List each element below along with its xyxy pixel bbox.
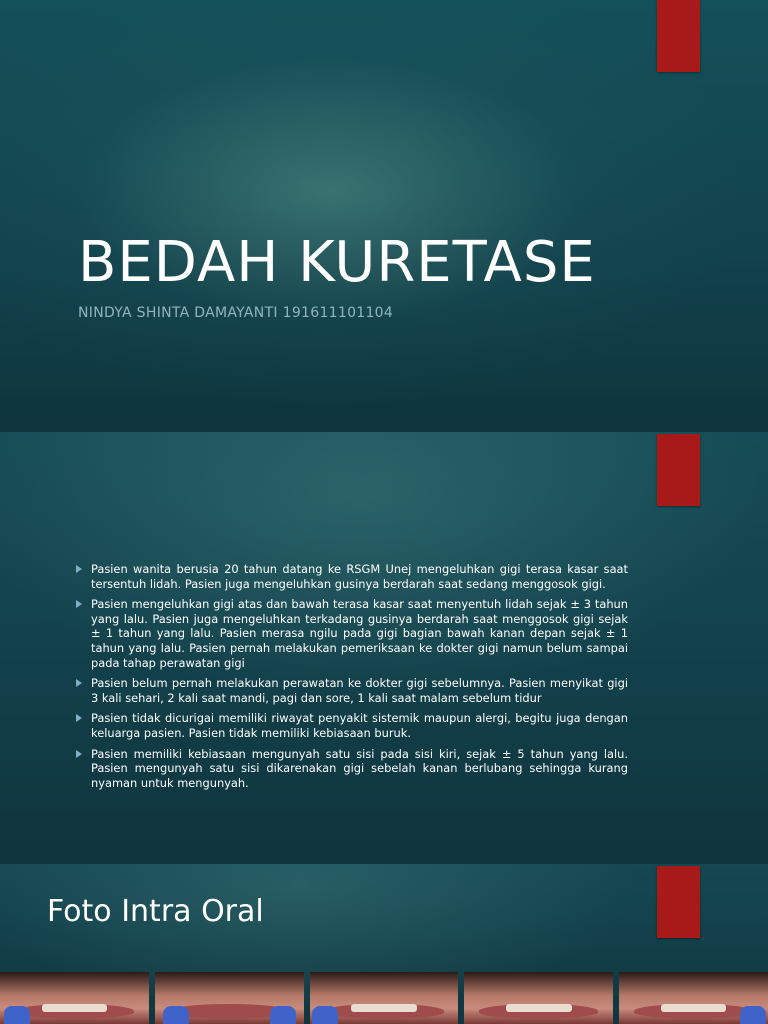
slide-subtitle: NINDYA SHINTA DAMAYANTI 191611101104 <box>78 305 394 321</box>
slide-title: BEDAH KURETASE <box>78 230 596 295</box>
anamnesis-slide <box>0 432 768 864</box>
teeth-shape <box>42 1004 107 1012</box>
intra-oral-photo <box>464 972 613 1024</box>
list-item <box>76 562 628 591</box>
slide-accent-tab <box>657 866 700 938</box>
bullet-arrow-icon <box>76 714 82 722</box>
slide-accent-tab <box>657 0 700 72</box>
intra-oral-photo <box>310 972 459 1024</box>
teeth-shape <box>506 1004 571 1012</box>
intra-oral-photo <box>155 972 304 1024</box>
bullet-text: Pasien tidak dicurigai memiliki riwayat penyakit sistemik maupun alergi, begitu juga dengan keluarga pasien. Pasien tidak memiliki kebiasaan buruk. <box>91 711 628 740</box>
bullet-text: Pasien memiliki kebiasaan mengunyah satu sisi pada sisi kiri, sejak ± 5 tahun yang lalu. Pasien mengunyah satu sisi dikarenakan gigi sebelah kanan berlubang sehingga kurang nyaman untuk mengunyah. <box>91 746 628 790</box>
bullet-arrow-icon <box>76 750 82 758</box>
list-item <box>76 747 628 791</box>
bullet-text: Pasien wanita berusia 20 tahun datang ke RSGM Unej mengeluhkan gigi terasa kasar saat tersentuh lidah. Pasien juga mengeluhkan gusinya berdarah saat sedang menggosok gigi. <box>91 562 628 591</box>
glove-shape <box>740 1006 766 1024</box>
intra-oral-slide <box>0 864 768 1024</box>
glove-shape <box>270 1006 296 1024</box>
list-item <box>76 676 628 705</box>
intra-oral-photo <box>0 972 149 1024</box>
bullet-text: Pasien mengeluhkan gigi atas dan bawah terasa kasar saat menyentuh lidah sejak ± 3 tahun yang lalu. Pasien juga mengeluhkan terkadang gusinya berdarah saat menggosok gigi sejak ± 1 tahun yang lalu. Pasien merasa ngilu pada gigi bagian bawah kanan depan sejak ± 1 tahun yang lalu. Pasien pernah melakukan pemeriksaan ke dokter gigi namun belum sampai pada tahap perawatan gigi <box>91 597 628 670</box>
list-item <box>76 711 628 740</box>
teeth-shape <box>661 1004 726 1012</box>
photo-strip <box>0 972 768 1024</box>
bullet-arrow-icon <box>76 565 82 573</box>
bullet-arrow-icon <box>76 679 82 687</box>
intra-oral-photo <box>619 972 768 1024</box>
slide-accent-tab <box>657 434 700 506</box>
list-item <box>76 597 628 670</box>
bullet-text: Pasien belum pernah melakukan perawatan ke dokter gigi sebelumnya. Pasien menyikat gigi 3 kali sehari, 2 kali saat mandi, pagi dan sore, 1 kali saat malam sebelum tidur <box>91 676 628 705</box>
bullet-arrow-icon <box>76 600 82 608</box>
glove-shape <box>312 1006 338 1024</box>
teeth-shape <box>351 1004 416 1012</box>
glove-shape <box>4 1006 30 1024</box>
bullet-list <box>76 562 628 796</box>
slide-title: Foto Intra Oral <box>47 894 264 929</box>
glove-shape <box>163 1006 189 1024</box>
title-slide <box>0 0 768 432</box>
